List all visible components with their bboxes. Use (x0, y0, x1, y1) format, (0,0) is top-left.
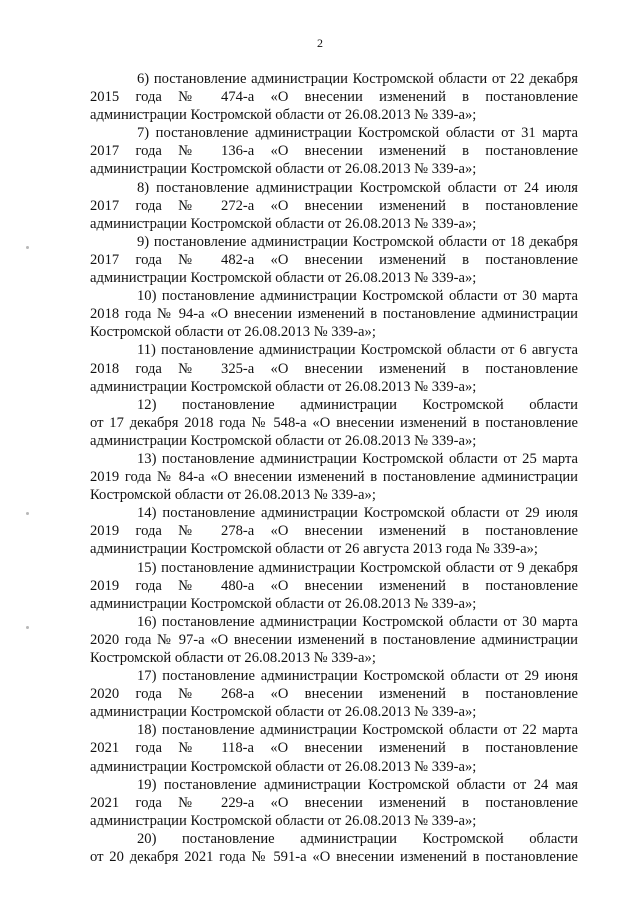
text-line: 2015 года № 474-а «О внесении изменений в постановление (90, 89, 578, 106)
text-line: от 17 декабря 2018 года № 548-а «О внесении изменений в постановление (90, 414, 578, 431)
text-line: 2020 года № 268-а «О внесении изменений в постановление (90, 686, 578, 703)
scan-speck (26, 626, 29, 629)
text-line: администрации Костромской области от 26 августа 2013 года № 339-а»; (90, 541, 538, 558)
list-item (90, 233, 578, 287)
text-line: 2018 года № 94-а «О внесении изменений в постановление администрации (90, 306, 578, 323)
text-line: 18) постановление администрации Костромской области от 22 марта (137, 722, 578, 739)
text-line: 16) постановление администрации Костромской области от 30 марта (137, 613, 578, 630)
text-line: 15) постановление администрации Костромской области от 9 декабря (137, 559, 578, 576)
list-item (90, 179, 578, 233)
text-line: администрации Костромской области от 26.08.2013 № 339-а»; (90, 161, 477, 178)
text-line: администрации Костромской области от 26.08.2013 № 339-а»; (90, 432, 477, 449)
text-line: 14) постановление администрации Костромской области от 29 июля (137, 505, 578, 522)
text-line: Костромской области от 26.08.2013 № 339-а»; (90, 324, 376, 341)
list-item (90, 721, 578, 775)
list-item (90, 504, 578, 558)
text-line: 20) постановление администрации Костромской области (137, 830, 578, 847)
text-line: Костромской области от 26.08.2013 № 339-а»; (90, 487, 376, 504)
text-line: 2021 года № 118-а «О внесении изменений в постановление (90, 740, 578, 757)
text-line: 11) постановление администрации Костромской области от 6 августа (137, 342, 578, 359)
text-line: 2017 года № 482-а «О внесении изменений в постановление (90, 251, 578, 268)
text-line: 2019 года № 278-а «О внесении изменений в постановление (90, 523, 578, 540)
text-line: 12) постановление администрации Костромской области (137, 396, 578, 413)
text-line: администрации Костромской области от 26.08.2013 № 339-а»; (90, 704, 477, 721)
text-line: 9) постановление администрации Костромской области от 18 декабря (137, 233, 578, 250)
list-item (90, 559, 578, 613)
text-line: 13) постановление администрации Костромской области от 25 марта (137, 450, 578, 467)
list-item (90, 450, 578, 504)
text-line: администрации Костромской области от 26.08.2013 № 339-а»; (90, 758, 477, 775)
list-item (90, 70, 578, 124)
text-line: от 20 декабря 2021 года № 591-а «О внесении изменений в постановление (90, 849, 578, 866)
text-line: 2017 года № 136-а «О внесении изменений в постановление (90, 143, 578, 160)
text-line: 2020 года № 97-а «О внесении изменений в постановление администрации (90, 631, 578, 648)
list-item (90, 667, 578, 721)
text-line: 6) постановление администрации Костромской области от 22 декабря (137, 71, 578, 87)
text-line: администрации Костромской области от 26.08.2013 № 339-а»; (90, 107, 477, 124)
text-line: 19) постановление администрации Костромской области от 24 мая (137, 776, 578, 793)
scan-speck (26, 512, 29, 515)
text-line: администрации Костромской области от 26.08.2013 № 339-а»; (90, 595, 477, 612)
text-line: администрации Костромской области от 26.08.2013 № 339-а»; (90, 270, 477, 287)
text-line: 7) постановление администрации Костромской области от 31 марта (137, 125, 578, 142)
text-line: 2018 года № 325-а «О внесении изменений в постановление (90, 360, 578, 377)
list-item (90, 124, 578, 178)
page-number: 2 (317, 36, 323, 50)
text-line: 2019 года № 480-а «О внесении изменений в постановление (90, 577, 578, 594)
amendment-list (90, 70, 578, 866)
text-line: 2017 года № 272-а «О внесении изменений в постановление (90, 197, 578, 214)
list-item (90, 341, 578, 395)
text-line: Костромской области от 26.08.2013 № 339-а»; (90, 650, 376, 666)
text-line: администрации Костромской области от 26.08.2013 № 339-а»; (90, 215, 477, 232)
text-line: администрации Костромской области от 26.08.2013 № 339-а»; (90, 378, 477, 395)
list-item (90, 613, 578, 667)
text-line: 2019 года № 84-а «О внесении изменений в постановление администрации (90, 469, 578, 486)
text-line: 17) постановление администрации Костромской области от 29 июня (137, 668, 578, 685)
list-item (90, 830, 578, 866)
scan-speck (26, 246, 29, 249)
text-line: 10) постановление администрации Костромской области от 30 марта (137, 288, 578, 305)
text-line: 2021 года № 229-а «О внесении изменений в постановление (90, 794, 578, 811)
list-item (90, 287, 578, 341)
text-line: 8) постановление администрации Костромской области от 24 июля (137, 179, 578, 196)
list-item (90, 776, 578, 830)
list-item (90, 396, 578, 450)
text-line: администрации Костромской области от 26.08.2013 № 339-а»; (90, 812, 477, 829)
